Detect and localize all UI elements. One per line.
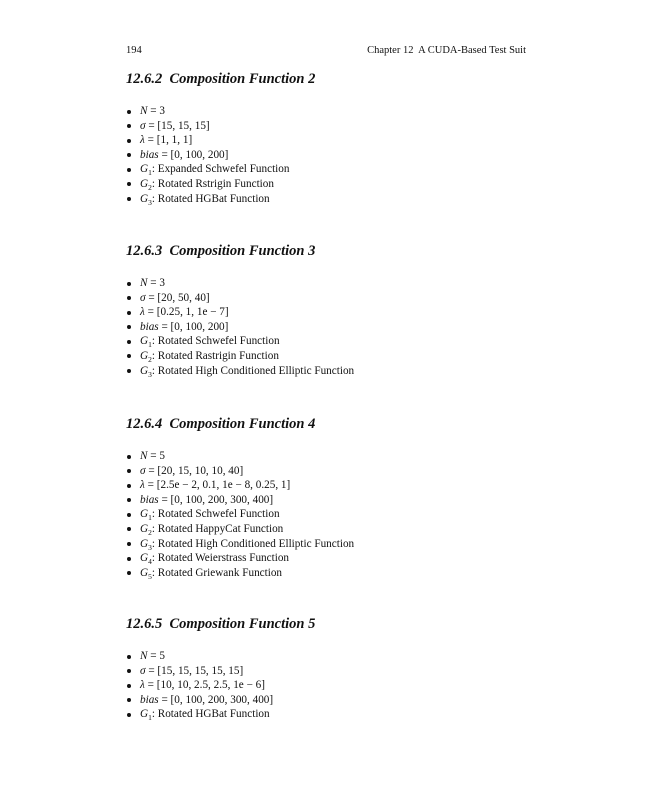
value-n: = 3 <box>150 277 165 289</box>
subscript: 2 <box>148 528 152 538</box>
symbol-bias: bias <box>140 693 159 706</box>
subscript: 2 <box>148 355 152 365</box>
parameter-list <box>126 276 546 378</box>
page-number: 194 <box>126 45 142 56</box>
symbol-n: N <box>140 650 148 662</box>
page-header <box>126 45 526 61</box>
symbol-sigma: σ <box>140 664 146 677</box>
list-item-lambda <box>126 678 546 693</box>
subscript: 1 <box>148 340 152 350</box>
list-item-sigma <box>126 664 546 679</box>
list-item-sigma <box>126 464 546 479</box>
symbol-g: G <box>140 552 149 565</box>
value-sigma: = [20, 15, 10, 10, 40] <box>148 464 244 477</box>
list-item-lambda <box>126 133 546 148</box>
value-bias: = [0, 100, 200] <box>161 148 229 161</box>
list-item-g3 <box>126 537 546 552</box>
value-g3: : Rotated High Conditioned Elliptic Function <box>151 364 355 377</box>
value-bias: = [0, 100, 200, 300, 400] <box>161 493 274 506</box>
value-g4: : Rotated Weierstrass Function <box>151 552 290 565</box>
symbol-g: G <box>140 364 149 377</box>
value-lambda: = [10, 10, 2.5, 2.5, 1e − 6] <box>147 679 265 692</box>
list-item-g5 <box>126 566 546 581</box>
value-g1: : Expanded Schwefel Function <box>151 163 290 176</box>
list-item-g1 <box>126 707 546 722</box>
value-sigma: = [15, 15, 15] <box>148 119 210 132</box>
section-composition-function-5 <box>126 615 546 722</box>
symbol-g: G <box>140 163 149 176</box>
subscript: 3 <box>148 542 152 552</box>
value-n: = 5 <box>150 650 165 662</box>
section-title: 12.6.4 Composition Function 4 <box>126 416 316 432</box>
parameter-list <box>126 104 546 206</box>
section-composition-function-4 <box>126 415 546 580</box>
parameter-list <box>126 449 546 580</box>
parameter-list <box>126 649 546 722</box>
value-g2: : Rotated HappyCat Function <box>151 522 284 535</box>
value-bias: = [0, 100, 200] <box>161 320 229 333</box>
value-sigma: = [20, 50, 40] <box>148 291 210 304</box>
symbol-n: N <box>140 450 148 462</box>
subscript: 4 <box>148 557 152 567</box>
value-lambda: = [1, 1, 1] <box>147 134 193 147</box>
section-title: 12.6.5 Composition Function 5 <box>126 616 316 632</box>
section-composition-function-3 <box>126 242 546 378</box>
subscript: 1 <box>148 513 152 523</box>
subscript: 3 <box>148 369 152 379</box>
subscript: 1 <box>148 713 152 723</box>
symbol-g: G <box>140 522 149 535</box>
symbol-bias: bias <box>140 493 159 506</box>
section-composition-function-2 <box>126 70 546 206</box>
symbol-sigma: σ <box>140 119 146 132</box>
subscript: 1 <box>148 168 152 178</box>
list-item-bias <box>126 320 546 335</box>
list-item-n <box>126 449 546 464</box>
symbol-lambda: λ <box>140 479 145 492</box>
value-g3: : Rotated High Conditioned Elliptic Function <box>151 537 355 550</box>
symbol-sigma: σ <box>140 464 146 477</box>
value-g2: : Rotated Rstrigin Function <box>151 177 274 190</box>
value-lambda: = [0.25, 1, 1e − 7] <box>147 306 229 319</box>
list-item-bias <box>126 493 546 508</box>
value-g3: : Rotated HGBat Function <box>151 192 270 205</box>
subscript: 3 <box>148 197 152 207</box>
symbol-n: N <box>140 277 148 289</box>
value-sigma: = [15, 15, 15, 15, 15] <box>148 664 244 677</box>
symbol-bias: bias <box>140 148 159 161</box>
symbol-lambda: λ <box>140 134 145 147</box>
subscript: 5 <box>148 571 152 581</box>
value-n: = 5 <box>150 450 165 462</box>
symbol-n: N <box>140 105 148 117</box>
symbol-g: G <box>140 508 149 521</box>
list-item-bias <box>126 693 546 708</box>
list-item-lambda <box>126 478 546 493</box>
value-g1: : Rotated Schwefel Function <box>151 508 280 521</box>
value-g1: : Rotated HGBat Function <box>151 708 270 721</box>
symbol-lambda: λ <box>140 306 145 319</box>
list-item-n <box>126 276 546 291</box>
symbol-lambda: λ <box>140 679 145 692</box>
list-item-n <box>126 649 546 664</box>
list-item-bias <box>126 148 546 163</box>
value-g1: : Rotated Schwefel Function <box>151 335 280 348</box>
list-item-g2 <box>126 177 546 192</box>
list-item-g1 <box>126 162 546 177</box>
symbol-bias: bias <box>140 320 159 333</box>
symbol-g: G <box>140 349 149 362</box>
value-g2: : Rotated Rastrigin Function <box>151 349 279 362</box>
list-item-g4 <box>126 551 546 566</box>
running-head: Chapter 12 A CUDA-Based Test Suit <box>367 45 526 56</box>
list-item-g2 <box>126 349 546 364</box>
list-item-n <box>126 104 546 119</box>
symbol-g: G <box>140 177 149 190</box>
symbol-g: G <box>140 192 149 205</box>
symbol-g: G <box>140 708 149 721</box>
list-item-sigma <box>126 291 546 306</box>
subscript: 2 <box>148 183 152 193</box>
symbol-g: G <box>140 335 149 348</box>
symbol-g: G <box>140 537 149 550</box>
value-lambda: = [2.5e − 2, 0.1, 1e − 8, 0.25, 1] <box>147 479 291 492</box>
symbol-sigma: σ <box>140 291 146 304</box>
section-title: 12.6.3 Composition Function 3 <box>126 243 316 259</box>
list-item-g1 <box>126 507 546 522</box>
symbol-g: G <box>140 566 149 579</box>
list-item-g1 <box>126 334 546 349</box>
list-item-lambda <box>126 305 546 320</box>
value-n: = 3 <box>150 105 165 117</box>
value-g5: : Rotated Griewank Function <box>151 566 283 579</box>
list-item-g3 <box>126 192 546 207</box>
value-bias: = [0, 100, 200, 300, 400] <box>161 693 274 706</box>
list-item-g2 <box>126 522 546 537</box>
section-title: 12.6.2 Composition Function 2 <box>126 71 316 87</box>
list-item-g3 <box>126 364 546 379</box>
list-item-sigma <box>126 119 546 134</box>
